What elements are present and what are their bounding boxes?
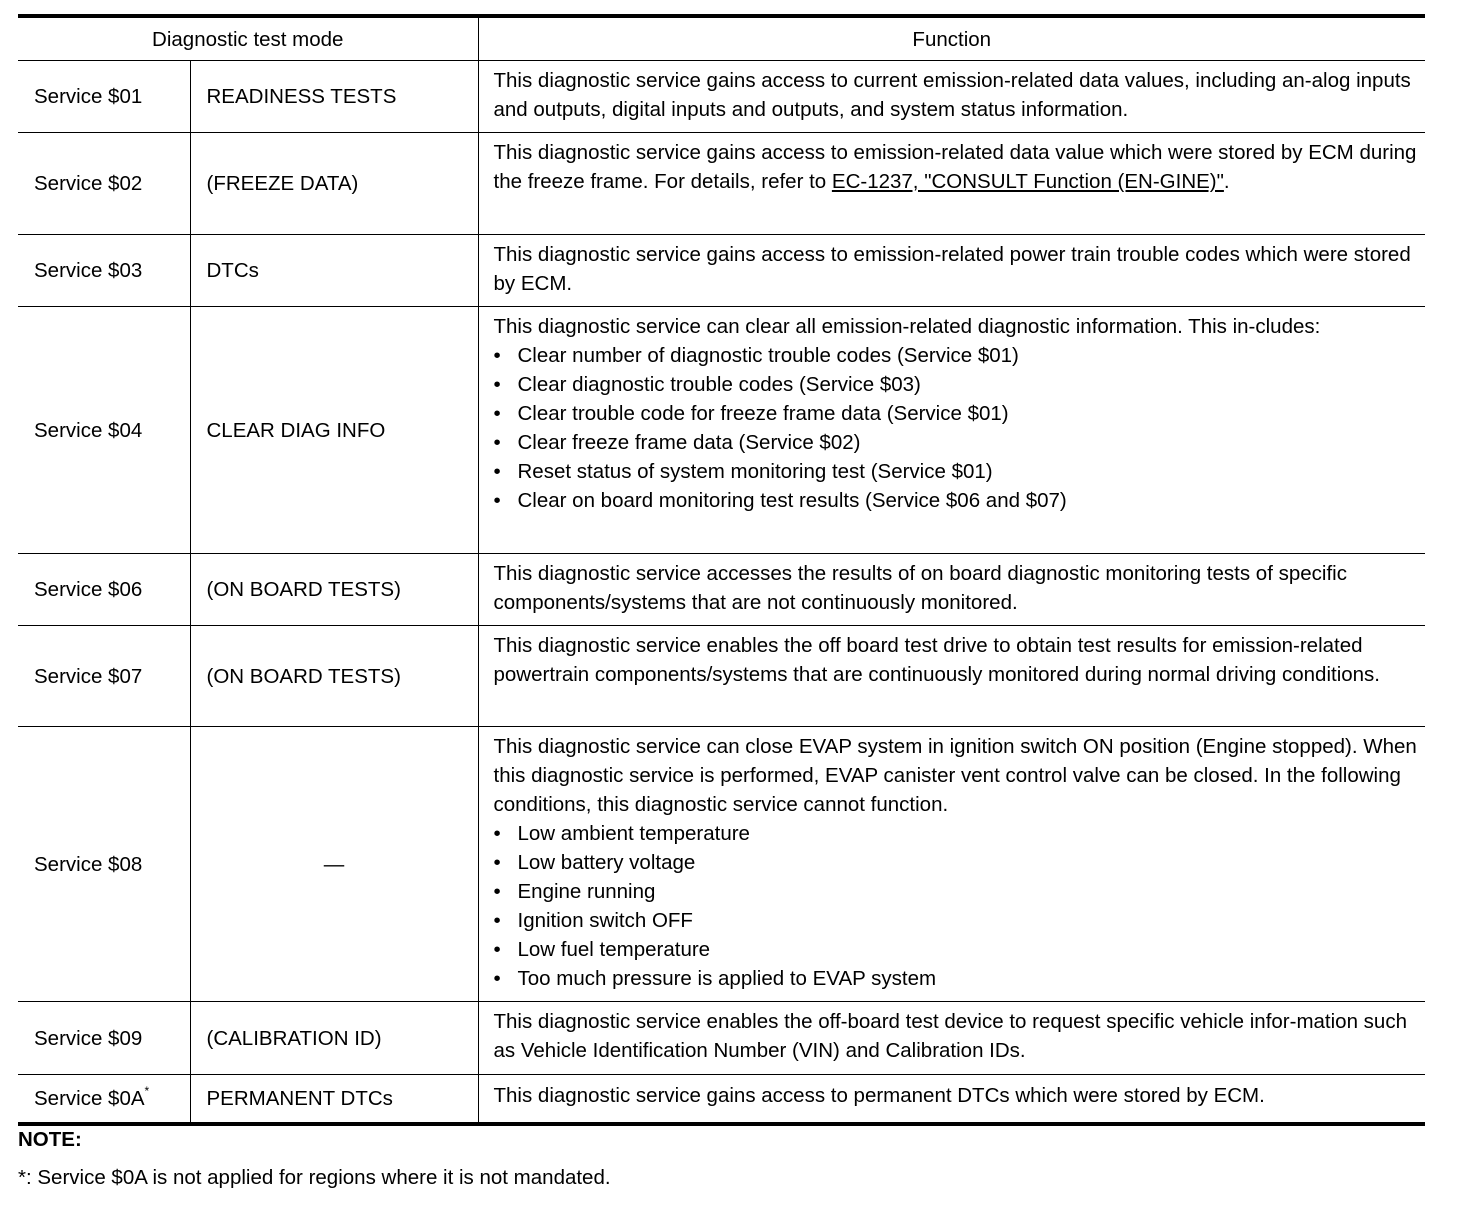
- table-row: [18, 626, 1425, 727]
- table-row: [18, 727, 1425, 1002]
- service-function: This diagnostic service enables the off board test drive to obtain test results for emission-related powertrain components/systems that are continuously monitored during normal driving conditions.: [478, 626, 1425, 727]
- footnote-marker: *: [144, 1083, 150, 1098]
- table-row: [18, 133, 1425, 235]
- table-row: [18, 1002, 1425, 1075]
- service-mode: DTCs: [190, 235, 478, 307]
- bullet-list: [494, 341, 1418, 515]
- bullet-item: • Low ambient temperature: [494, 819, 1418, 848]
- table-header-row: [18, 16, 1425, 61]
- diagnostic-test-mode-document: [18, 14, 1425, 1126]
- table-row: [18, 307, 1425, 554]
- consult-function-link[interactable]: EC-1237, "CONSULT Function (EN-GINE)": [831, 170, 1224, 193]
- service-function: [478, 307, 1425, 554]
- service-function: This diagnostic service gains access to emission-related power train trouble codes which were stored by ECM.: [478, 235, 1425, 307]
- service-function: [478, 727, 1425, 1002]
- service-id: Service $03: [18, 235, 190, 307]
- service-mode: (CALIBRATION ID): [190, 1002, 478, 1075]
- service-id: Service $01: [18, 61, 190, 133]
- table-row: [18, 61, 1425, 133]
- bullet-item: • Ignition switch OFF: [494, 906, 1418, 935]
- service-id-text: Service $0A: [34, 1086, 145, 1110]
- service-id: Service $08: [18, 727, 190, 1002]
- service-function: This diagnostic service gains access to current emission-related data values, including an-alog inputs and outputs, digital inputs and outputs, and system status information.: [478, 61, 1425, 133]
- bullet-item: • Too much pressure is applied to EVAP system: [494, 964, 1418, 993]
- bullet-item: • Clear number of diagnostic trouble codes (Service $01): [494, 341, 1418, 370]
- function-text-suffix: .: [1223, 170, 1230, 193]
- service-id: Service $02: [18, 133, 190, 235]
- note-title: NOTE:: [18, 1128, 82, 1151]
- bullet-item: • Low fuel temperature: [494, 935, 1418, 964]
- function-text: This diagnostic service gains access to emission-related data value which were stored by ECM during the freeze frame. For details, refer to: [493, 141, 1417, 193]
- service-mode: CLEAR DIAG INFO: [190, 307, 478, 554]
- service-id: Service $04: [18, 307, 190, 554]
- diagnostic-test-mode-table: [18, 14, 1425, 1126]
- bullet-item: • Reset status of system monitoring test (Service $01): [494, 457, 1418, 486]
- service-mode: READINESS TESTS: [190, 61, 478, 133]
- service-id: Service $09: [18, 1002, 190, 1075]
- service-id: Service $07: [18, 626, 190, 727]
- service-mode: (ON BOARD TESTS): [190, 626, 478, 727]
- service-id: [18, 1075, 190, 1124]
- service-function: This diagnostic service gains access to permanent DTCs which were stored by ECM.: [478, 1075, 1425, 1124]
- service-mode: PERMANENT DTCs: [190, 1075, 478, 1124]
- bullet-item: • Clear diagnostic trouble codes (Service $03): [494, 370, 1418, 399]
- header-diagnostic-test-mode: Diagnostic test mode: [18, 16, 478, 61]
- service-mode: (ON BOARD TESTS): [190, 554, 478, 626]
- service-mode: (FREEZE DATA): [190, 133, 478, 235]
- bullet-item: • Low battery voltage: [494, 848, 1418, 877]
- function-text: This diagnostic service can close EVAP system in ignition switch ON position (Engine stopped). When this diagnostic service is performed, EVAP canister vent control valve can be closed. In the following conditions, this diagnostic service cannot function.: [493, 735, 1417, 816]
- bullet-item: • Engine running: [494, 877, 1418, 906]
- note-text: *: Service $0A is not applied for regions where it is not mandated.: [18, 1166, 611, 1189]
- service-function: This diagnostic service accesses the results of on board diagnostic monitoring tests of specific components/systems that are not continuously monitored.: [478, 554, 1425, 626]
- table-row: [18, 235, 1425, 307]
- bullet-item: • Clear freeze frame data (Service $02): [494, 428, 1418, 457]
- bullet-item: • Clear trouble code for freeze frame data (Service $01): [494, 399, 1418, 428]
- service-function: [478, 133, 1425, 235]
- bullet-list: [494, 819, 1418, 993]
- table-row: [18, 554, 1425, 626]
- table-row: [18, 1075, 1425, 1124]
- function-text: This diagnostic service can clear all emission-related diagnostic information. This in-cludes:: [493, 315, 1321, 338]
- header-function: Function: [478, 16, 1425, 61]
- service-mode: —: [190, 727, 478, 1002]
- bullet-item: • Clear on board monitoring test results (Service $06 and $07): [494, 486, 1418, 515]
- service-id: Service $06: [18, 554, 190, 626]
- service-function: This diagnostic service enables the off-board test device to request specific vehicle infor-mation such as Vehicle Identification Number (VIN) and Calibration IDs.: [478, 1002, 1425, 1075]
